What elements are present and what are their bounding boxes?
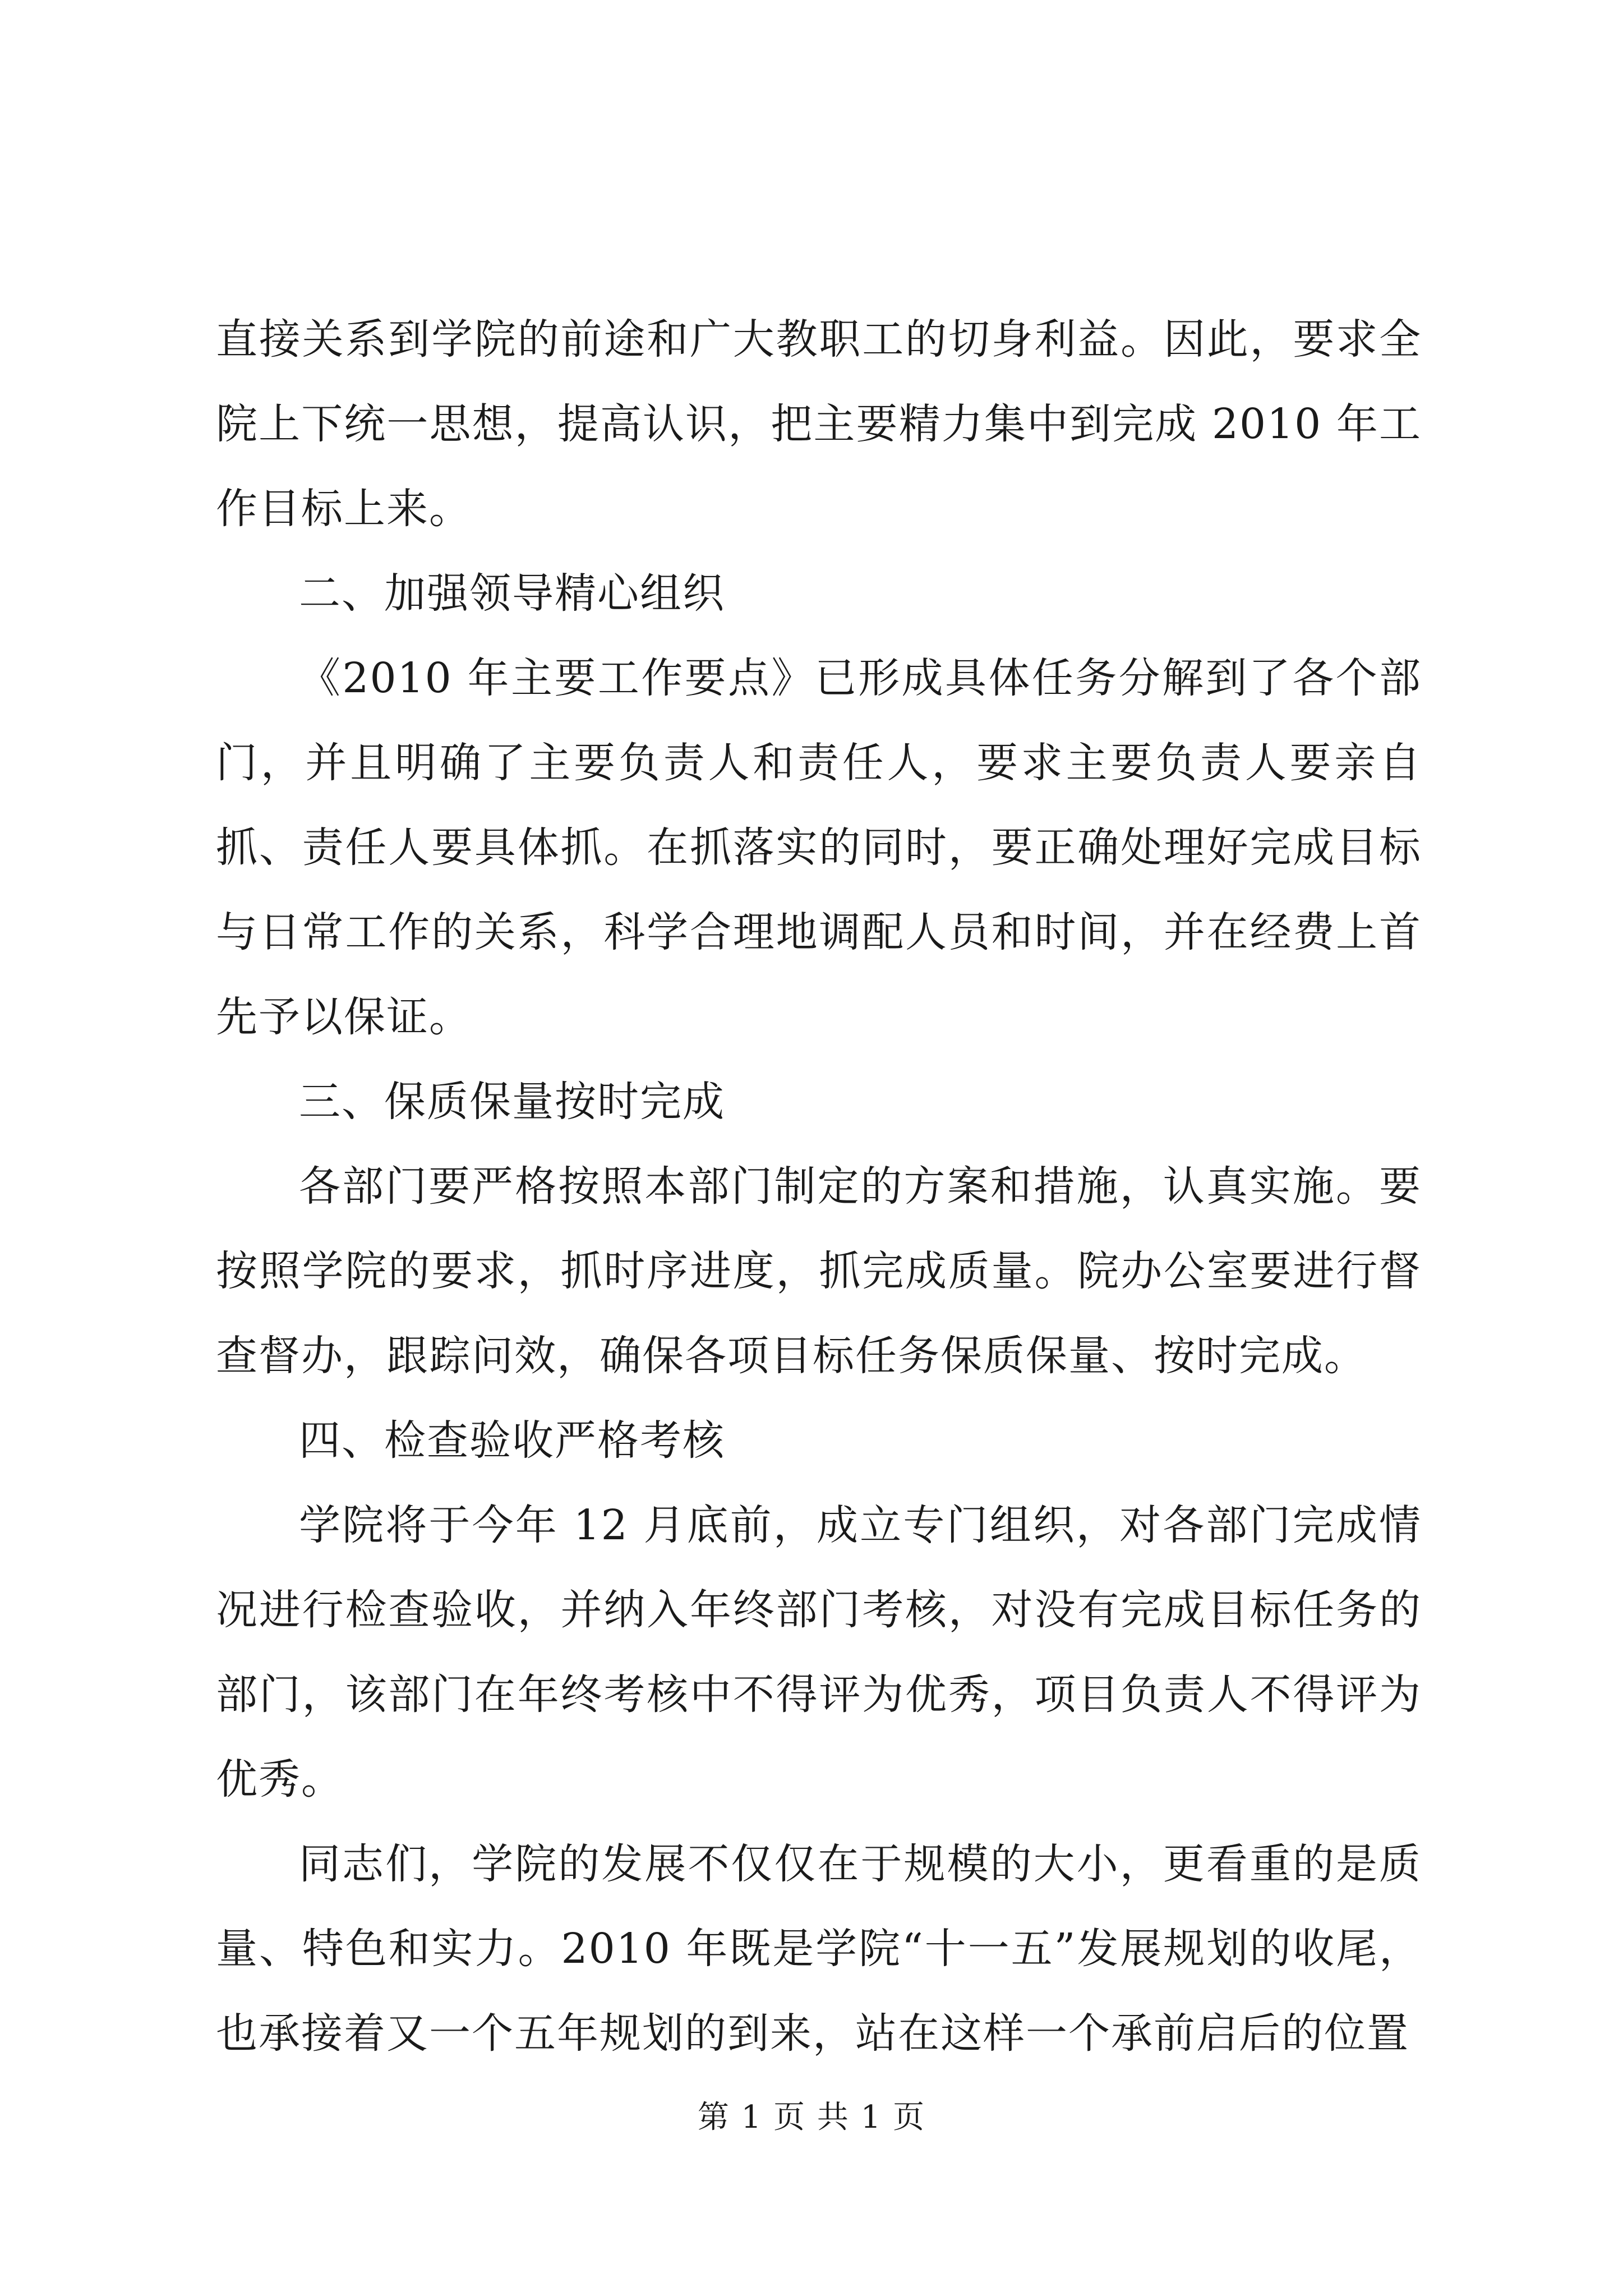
paragraph-section-2: 《2010 年主要工作要点》已形成具体任务分解到了各个部门，并且明确了主要负责人和责任人，要求主要负责人要亲自抓、责任人要具体抓。在抓落实的同时，要正确处理好完成目标与日常工作的关系，科学合理地调配人员和时间，并在经费上首先予以保证。 (216, 654, 1422, 1041)
section-heading-3: 三、保质保量按时完成 (299, 1078, 725, 1126)
paragraph-section-4: 学院将于今年 12 月底前，成立专门组织，对各部门完成情况进行检查验收，并纳入年终部门考核，对没有完成目标任务的部门，该部门在年终考核中不得评为优秀，项目负责人不得评为优秀。 (216, 1501, 1422, 1803)
paragraph-section-3: 各部门要严格按照本部门制定的方案和措施，认真实施。要按照学院的要求，抓时序进度，抓完成质量。院办公室要进行督查督办，跟踪问效，确保各项目标任务保质保量、按时完成。 (216, 1162, 1422, 1380)
document-body (216, 297, 1422, 2076)
section-heading-4: 四、检查验收严格考核 (299, 1416, 725, 1465)
section-heading-2: 二、加强领导精心组织 (299, 569, 725, 618)
page-footer: 第 1 页 共 1 页 (697, 2099, 926, 2136)
paragraph-continuation: 直接关系到学院的前途和广大教职工的切身利益。因此，要求全院上下统一思想，提高认识，把主要精力集中到完成 2010 年工作目标上来。 (216, 315, 1422, 533)
paragraph-closing: 同志们，学院的发展不仅仅在于规模的大小，更看重的是质量、特色和实力。2010 年既是学院“十一五”发展规划的收尾，也承接着又一个五年规划的到来，站在这样一个承前启后的位置 (216, 1840, 1422, 2058)
